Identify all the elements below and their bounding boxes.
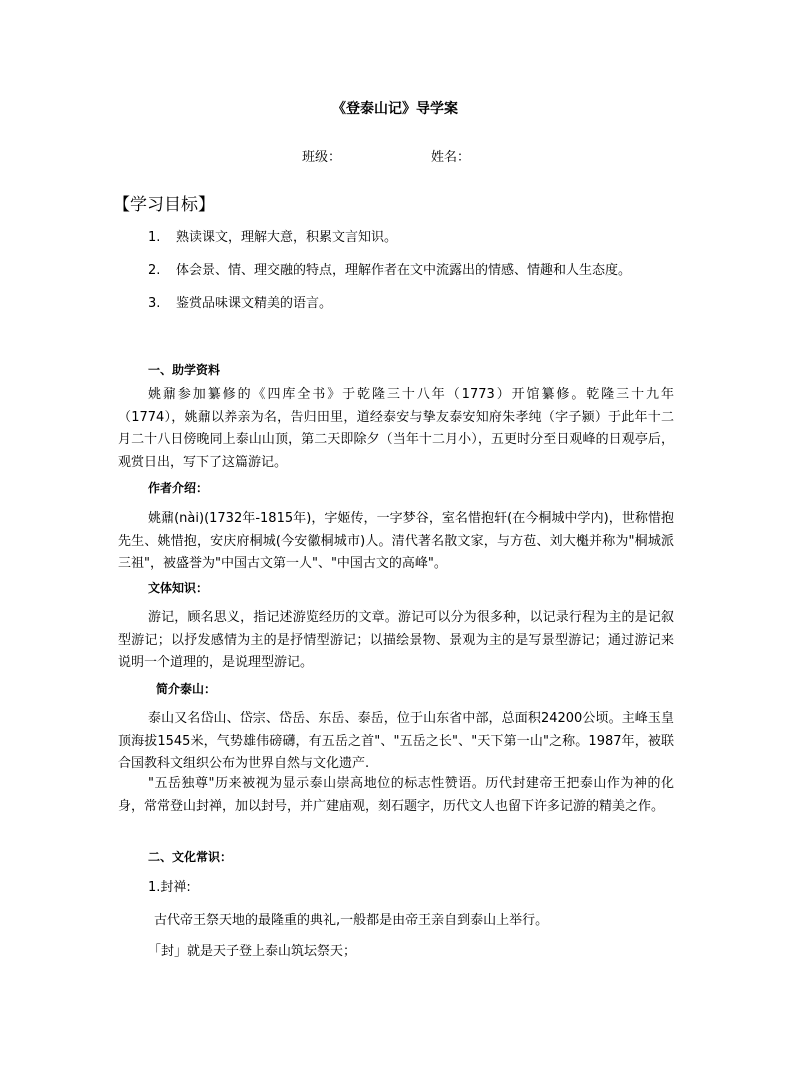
genre-heading: 文体知识： <box>148 581 209 595</box>
class-label: 班级： <box>302 150 342 165</box>
section-heading-resources: 一、助学资料 <box>148 363 221 377</box>
author-heading: 作者介绍： <box>148 481 209 495</box>
genre-paragraph: 游记，顾名思义，指记述游览经历的文章。游记可以分为很多种，以记录行程为主的是记叙型游记；以抒发感情为主的是抒情型游记；以描绘景物、景观为主的是写景型游记；通过游记来说明一个道理的，是说理型游记。 <box>118 610 674 670</box>
fengshan-paragraph: 古代帝王祭天地的最隆重的典礼,一般都是由帝王亲自到泰山上举行。 <box>154 913 549 928</box>
goal-text: 体会景、情、理交融的特点，理解作者在文中流露出的情感、情趣和人生态度。 <box>176 263 632 278</box>
culture-item-1: 1.封禅: <box>148 880 191 895</box>
taishan-heading: 简介泰山： <box>156 682 217 696</box>
document-title: 《登泰山记》导学案 <box>332 101 458 117</box>
goal-text: 鉴赏品味课文精美的语言。 <box>176 296 333 311</box>
goals-heading: 【学习目标】 <box>113 195 215 215</box>
goal-number: 2. <box>148 263 161 278</box>
goal-item <box>148 295 332 313</box>
goal-number: 1. <box>148 230 161 245</box>
taishan-paragraph-2: "五岳独尊"历来被视为显示泰山崇高地位的标志性赞语。历代封建帝王把泰山作为神的化身，常常登山封禅，加以封号，并广建庙观，刻石题字，历代文人也留下许多记游的精美之作。 <box>118 776 674 814</box>
goal-item <box>148 262 631 280</box>
goal-item <box>148 229 397 247</box>
name-label: 姓名： <box>431 150 471 165</box>
class-name-line <box>302 146 470 165</box>
goal-text: 熟读课文，理解大意，积累文言知识。 <box>176 230 398 245</box>
author-paragraph: 姚鼐(nài)(1732年-1815年)，字姬传，一字梦谷，室名惜抱轩(在今桐城中学内)，世称惜抱先生、姚惜抱，安庆府桐城(今安徽桐城市)人。清代著名散文家，与方苞、刘大櫆并称为"桐城派三祖"，被盛誉为"中国古文第一人"、"中国古文的高峰"。 <box>118 511 674 571</box>
feng-paragraph: 「封」就是天子登上泰山筑坛祭天； <box>148 944 357 959</box>
background-paragraph: 姚鼐参加纂修的《四库全书》于乾隆三十八年（1773）开馆纂修。乾隆三十九年（1774），姚鼐以养亲为名，告归田里，道经泰安与挚友泰安知府朱孝纯（字子颍）于此年十二月二十八日傍晚同上泰山山顶，第二天即除夕（当年十二月小），五更时分至日观峰的日观亭后，观赏日出，写下了这篇游记。 <box>118 387 674 470</box>
taishan-paragraph-1: 泰山又名岱山、岱宗、岱岳、东岳、泰岳，位于山东省中部，总面积24200公顷。主峰玉皇顶海拔1545米，气势雄伟磅礴，有五岳之首"、"五岳之长"、"天下第一山"之称。1987年，被联合国教科文组织公布为世界自然与文化遗产. <box>118 711 674 771</box>
section-heading-culture: 二、文化常识： <box>148 850 233 864</box>
goal-number: 3. <box>148 296 161 311</box>
